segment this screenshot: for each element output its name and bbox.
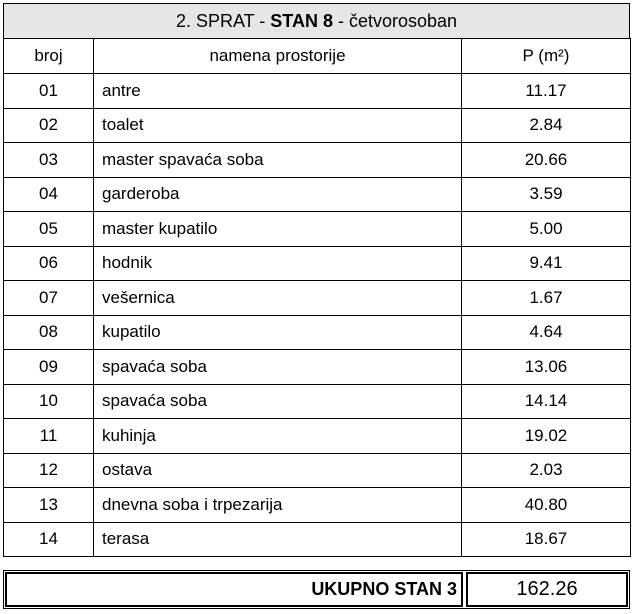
room-name: master kupatilo (94, 212, 462, 247)
room-name: dnevna soba i trpezarija (94, 488, 462, 523)
room-area: 5.00 (462, 212, 631, 247)
header-row (4, 39, 631, 74)
table-row (4, 419, 631, 454)
room-name: spavaća soba (94, 384, 462, 419)
room-area: 14.14 (462, 384, 631, 419)
table-row (4, 74, 631, 109)
room-name: terasa (94, 522, 462, 557)
room-number: 01 (4, 74, 94, 109)
room-area: 4.64 (462, 315, 631, 350)
apartment-area-table (3, 3, 630, 609)
room-name: vešernica (94, 281, 462, 316)
column-header-name: namena prostorije (94, 39, 462, 74)
room-number: 13 (4, 488, 94, 523)
table-title (3, 3, 630, 39)
room-name: kupatilo (94, 315, 462, 350)
table-row (4, 246, 631, 281)
room-number: 03 (4, 143, 94, 178)
room-number: 06 (4, 246, 94, 281)
title-suffix: - četvorosoban (332, 10, 458, 31)
title-apartment: STAN 8 (270, 10, 333, 31)
table-row (4, 212, 631, 247)
room-area: 20.66 (462, 143, 631, 178)
room-area: 40.80 (462, 488, 631, 523)
room-area: 19.02 (462, 419, 631, 454)
table-row (4, 350, 631, 385)
room-name: ostava (94, 453, 462, 488)
room-number: 05 (4, 212, 94, 247)
room-number: 12 (4, 453, 94, 488)
table-row (4, 108, 631, 143)
room-area: 13.06 (462, 350, 631, 385)
room-number: 08 (4, 315, 94, 350)
table-row (4, 522, 631, 557)
column-header-number: broj (4, 39, 94, 74)
room-area: 1.67 (462, 281, 631, 316)
total-row (3, 570, 630, 609)
room-area: 3.59 (462, 177, 631, 212)
room-number: 02 (4, 108, 94, 143)
room-area: 11.17 (462, 74, 631, 109)
table-row (4, 177, 631, 212)
room-area: 18.67 (462, 522, 631, 557)
room-number: 14 (4, 522, 94, 557)
table-row (4, 488, 631, 523)
room-number: 11 (4, 419, 94, 454)
table-row (4, 453, 631, 488)
table-row (4, 315, 631, 350)
room-number: 04 (4, 177, 94, 212)
room-name: antre (94, 74, 462, 109)
room-area: 9.41 (462, 246, 631, 281)
table-row (4, 281, 631, 316)
total-label: UKUPNO STAN 3 (5, 572, 463, 607)
room-name: kuhinja (94, 419, 462, 454)
title-prefix: 2. SPRAT - (175, 10, 271, 31)
total-value: 162.26 (466, 572, 628, 607)
table-row (4, 143, 631, 178)
room-name: spavaća soba (94, 350, 462, 385)
room-name: garderoba (94, 177, 462, 212)
column-header-area: P (m²) (462, 39, 631, 74)
room-number: 09 (4, 350, 94, 385)
room-name: master spavaća soba (94, 143, 462, 178)
room-name: toalet (94, 108, 462, 143)
room-area: 2.03 (462, 453, 631, 488)
room-name: hodnik (94, 246, 462, 281)
room-area: 2.84 (462, 108, 631, 143)
table-row (4, 384, 631, 419)
rooms-table (3, 38, 631, 557)
room-number: 07 (4, 281, 94, 316)
room-number: 10 (4, 384, 94, 419)
